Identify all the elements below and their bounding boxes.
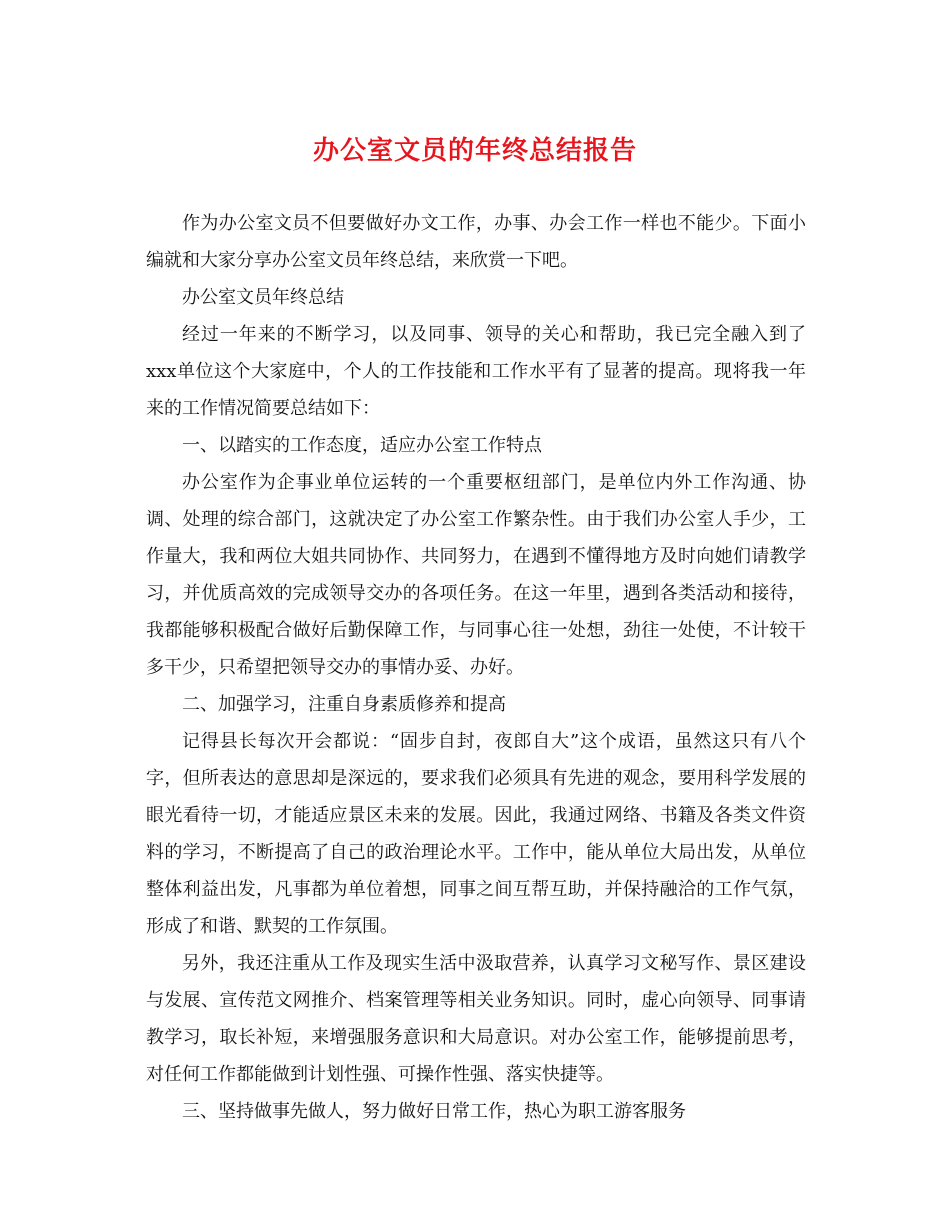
paragraph-section-1: 办公室作为企事业单位运转的一个重要枢纽部门，是单位内外工作沟通、协调、处理的综合部门，这就决定了办公室工作繁杂性。由于我们办公室人手少，工作量大，我和两位大姐共同协作、共同努力，在遇到不懂得地方及时向她们请教学习，并优质高效的完成领导交办的各项任务。在这一年里，遇到各类活动和接待，我都能够积极配合做好后勤保障工作，与同事心往一处想，劲往一处使，不计较干多干少，只希望把领导交办的事情办妥、办好。 — [146, 472, 806, 678]
paragraph-overview: 经过一年来的不断学习，以及同事、领导的关心和帮助，我已完全融入到了xxx单位这个大家庭中，个人的工作技能和工作水平有了显著的提高。现将我一年来的工作情况简要总结如下： — [146, 324, 806, 419]
section-heading-1: 一、以踏实的工作态度，适应办公室工作特点 — [182, 435, 542, 456]
paragraph-intro: 作为办公室文员不但要做好办文工作，办事、办会工作一样也不能少。下面小编就和大家分享办公室文员年终总结，来欣赏一下吧。 — [146, 213, 806, 271]
paragraph-section-2b: 另外，我还注重从工作及现实生活中汲取营养，认真学习文秘写作、景区建设与发展、宣传范文网推介、档案管理等相关业务知识。同时，虚心向领导、同事请教学习，取长补短，来增强服务意识和大局意识。对办公室工作，能够提前思考，对任何工作都能做到计划性强、可操作性强、落实快捷等。 — [146, 953, 806, 1085]
paragraph-section-2a: 记得县长每次开会都说：“固步自封，夜郎自大”这个成语，虽然这只有八个字，但所表达的意思却是深远的，要求我们必须具有先进的观念，要用科学发展的眼光看待一切，才能适应景区未来的发展。因此，我通过网络、书籍及各类文件资料的学习，不断提高了自己的政治理论水平。工作中，能从单位大局出发，从单位整体利益出发，凡事都为单位着想，同事之间互帮互助，并保持融洽的工作气氛，形成了和谐、默契的工作氛围。 — [146, 731, 806, 937]
paragraph-subtitle: 办公室文员年终总结 — [182, 287, 344, 308]
section-heading-2: 二、加强学习，注重自身素质修养和提高 — [182, 694, 506, 715]
document-title: 办公室文员的年终总结报告 — [312, 136, 637, 166]
document-body — [146, 205, 806, 1130]
section-heading-3: 三、坚持做事先做人，努力做好日常工作，热心为职工游客服务 — [182, 1101, 686, 1122]
